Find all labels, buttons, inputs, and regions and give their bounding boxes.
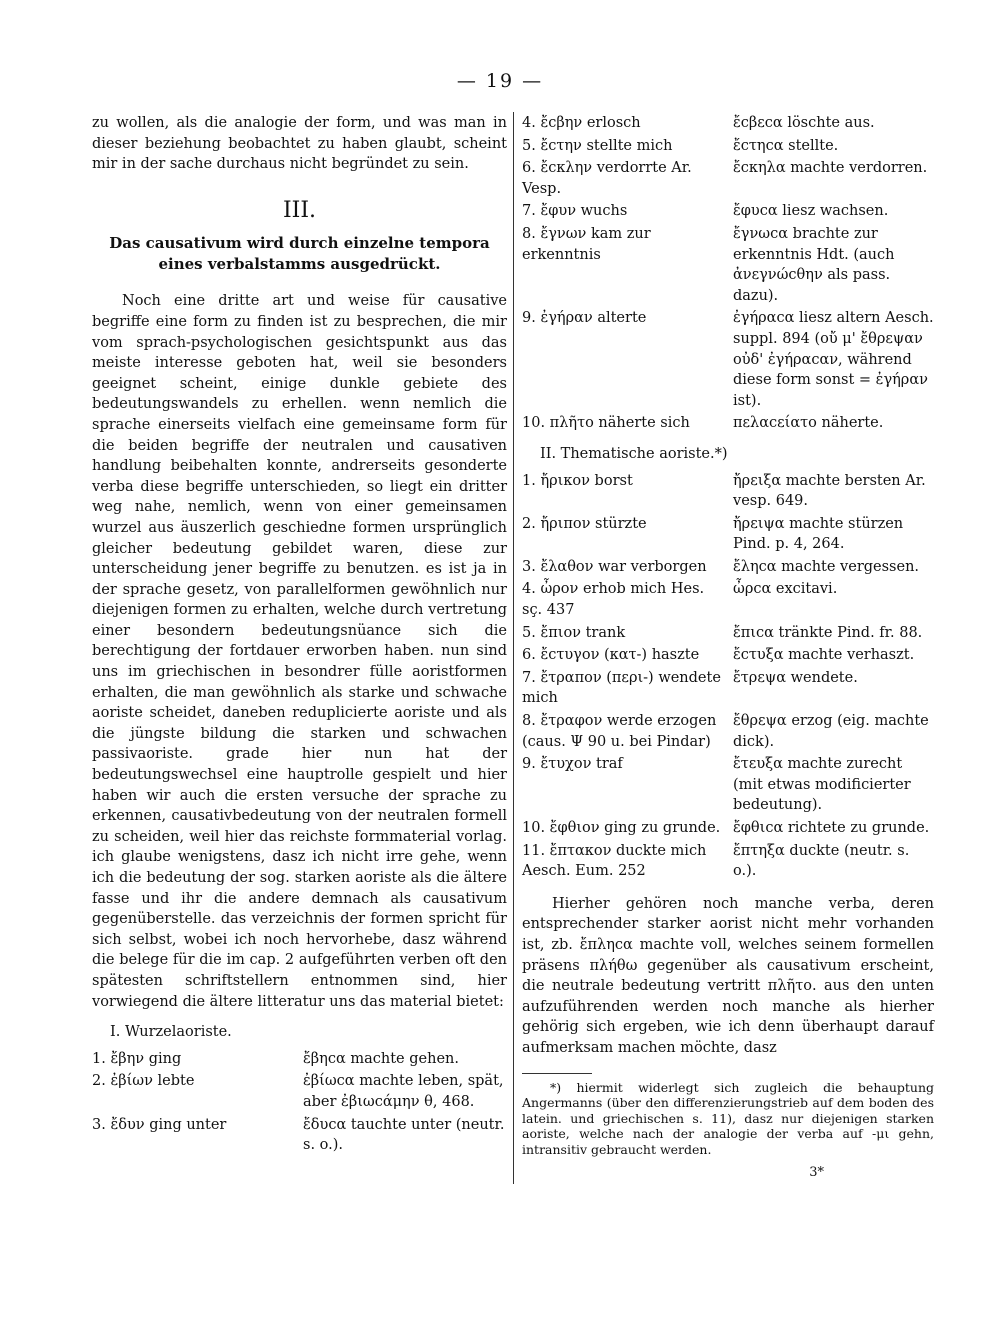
list-item — [92, 1049, 507, 1070]
section-numeral: III. — [282, 197, 317, 223]
neutral-form: 6. ἔcτυγον (κατ-) haszte — [522, 647, 700, 664]
neutral-form: 8. ἔτραφον werde erzogen (caus. Ψ 90 u. bei Pindar) — [522, 713, 717, 750]
list-item — [522, 623, 934, 644]
causative-form: ἔcτηcα stellte. — [733, 137, 839, 154]
footnote-rule — [522, 1073, 592, 1074]
neutral-form: 5. ἔπιον trank — [522, 624, 626, 641]
causative-form: ἔcκηλα machte verdorren. — [733, 160, 928, 177]
aorist-list-1 — [92, 1049, 507, 1156]
neutral-form: 1. ἤρικον borst — [522, 472, 633, 489]
list-item — [522, 136, 934, 157]
neutral-form: 4. ὦρον erhob mich Hes. sç. 437 — [522, 581, 705, 619]
causative-form: ἐγήραcα liesz altern Aesch. suppl. 894 (οὔ μ' ἔθρεψαν οὐδ' ἐγήραcαν, während diese form sonst = ἐγήραν ist). — [733, 310, 934, 409]
list-item — [92, 1115, 507, 1156]
list-heading-wurzelaoriste: I. Wurzelaoriste. — [110, 1024, 232, 1041]
neutral-form: 2. ἤριπον stürzte — [522, 515, 647, 532]
list-item — [522, 413, 934, 434]
list-item — [522, 711, 934, 752]
page-number-header: — 19 — — [456, 70, 544, 92]
list-item — [522, 224, 934, 306]
causative-form: πελαcείατο näherte. — [733, 415, 884, 432]
list-item — [522, 158, 934, 199]
closing-paragraph: Hierher gehören noch manche verba, deren entsprechender starker aorist nicht mehr vorhanden ist, zb. ἔπληcα machte voll, welches seinem formellen präsens πλήθω gegenüber als causativum erscheint, die neutrale bedeutung vertritt πλῆτο. aus den unten aufzuführenden werden noch manche als hierher gehörig sich ergeben, wie ich denn überhaupt darauf aufmerksam machen möchte, dasz — [522, 895, 934, 1056]
left-column — [92, 113, 507, 1158]
list-item — [522, 471, 934, 512]
footnote: *) hiermit widerlegt sich zugleich die behauptung Angermanns (über den differenzierungstrieb auf dem boden des latein. und griechischen s. 11), dasz nur diejenigen starken aoriste, welche nach der analogie der verba auf -μι gehn, intransitiv gebraucht werden. — [522, 1079, 934, 1157]
neutral-form: 10. ἔφθιον ging zu grunde. — [522, 820, 721, 836]
causative-form: ἔβηcα machte gehen. — [303, 1050, 459, 1067]
neutral-form: 7. ἔφυν wuchs — [522, 203, 628, 220]
neutral-form: 10. πλῆτο näherte sich — [522, 415, 690, 432]
neutral-form: 8. ἔγνων kam zur erkenntnis — [522, 225, 651, 263]
causative-form: ἐβίωcα machte leben, spät, aber ἐβιωcάμην θ, 468. — [303, 1073, 504, 1110]
causative-form: ἔπτηξα duckte (neutr. s. o.). — [733, 842, 910, 880]
causative-form: ἔπιcα tränkte Pind. fr. 88. — [733, 624, 923, 641]
causative-form: ἔcτυξα machte verhaszt. — [733, 647, 915, 664]
list-item — [522, 668, 934, 709]
list-item — [92, 1071, 507, 1112]
neutral-form: 3. ἔλαθον war verborgen — [522, 558, 707, 575]
causative-form: ἔθρεψα erzog (eig. machte dick). — [733, 713, 929, 750]
neutral-form: 7. ἔτραπον (περι-) wendete mich — [522, 669, 721, 707]
list-item — [522, 818, 934, 839]
causative-form: ἔδυcα tauchte unter (neutr. s. o.). — [303, 1116, 505, 1154]
neutral-form: 9. ἐγήραν alterte — [522, 310, 647, 327]
causative-form: ἔτευξα machte zurecht (mit etwas modificierter bedeutung). — [733, 756, 911, 814]
causative-form: ἔcβεcα löschte aus. — [733, 115, 875, 131]
neutral-form: 6. ἔcκλην verdorrte Ar. Vesp. — [522, 160, 692, 197]
column-divider — [513, 112, 514, 1184]
list-item — [522, 201, 934, 222]
causative-form: ἔφυcα liesz wachsen. — [733, 203, 889, 220]
causative-form: ἔτρεψα wendete. — [733, 669, 858, 686]
neutral-form: 9. ἔτυχον traf — [522, 756, 623, 773]
causative-form: ἔληcα machte vergessen. — [733, 558, 920, 575]
body-paragraph: Noch eine dritte art und weise für causative begriffe eine form zu finden ist zu besprechen, die mir vom sprach-psychologischen gesichtspunkt aus das meiste interesse geboten hat, weil sie besonders geeignet scheint, einige dunkle gebiete des bedeutungswandels zu erhellen. wenn nemlich die sprache einerseits vielfach eine gemeinsame form für die beiden begriffe der neutralen und causativen handlung beibehalten konnte, andrerseits gesonderte verba diese begriffe unterschieden, so liegt ein dritter weg nahe, nemlich, wenn von einer gemeinsamen wurzel aus äuszerlich geschiedne formen ursprünglich gleicher bedeutung gebildet waren, diese zur unterscheidung jener begriffe zu benutzen. es ist ja in der sprache gesetz, von parallelformen gewöhnlich nur diejenigen formen zu erhalten, welche durch vertretung einer besondern bedeutungsnüance sich die berechtigung der fortdauer erworben haben. nun sind uns im griechischen in besondrer fülle aoristformen erhalten, die man gewöhnlich als starke und schwache aoriste scheidet, daneben reduplicierte aoriste und als die jüngste bildung die starken und schwachen passivaoriste. grade hier nun hat der bedeutungswechsel eine hauptrolle gespielt und hier haben wir auch die ersten versuche der sprache zu erkennen, causativbedeutung von der neutralen formell zu scheiden, weil hier das reichste formmaterial vorlag. ich glaube wenigstens, dasz ich nicht irre gehe, wenn ich die bedeutung der sog. starken aoriste als die ältere fasse und ihr die andere demnach als causativum gegenüberstelle. das verzeichnis der formen spricht für sich selbst, wobei ich noch hervorhebe, dasz während die belege für die im cap. 2 aufgeführten verben oft den spätesten schriftstellern entnommen sind, hier vorwiegend die ältere litteratur uns das material bietet: — [92, 293, 507, 1010]
list-item — [522, 514, 934, 555]
list-heading-thematische: II. Thematische aoriste.*) — [540, 445, 728, 462]
causative-form: ἔγνωcα brachte zur erkenntnis Hdt. (auch ἀνεγνώcθην als pass. dazu). — [733, 225, 895, 304]
aorist-list-2 — [522, 471, 934, 882]
list-item — [522, 308, 934, 411]
neutral-form: 11. ἔπτακον duckte mich Aesch. Eum. 252 — [522, 842, 707, 880]
neutral-form: 3. ἔδυν ging unter — [92, 1116, 227, 1133]
signature-mark: 3* — [809, 1165, 824, 1181]
neutral-form: 2. ἐβίων lebte — [92, 1073, 195, 1090]
causative-form: ἤρειξα machte bersten Ar. vesp. 649. — [733, 472, 926, 510]
neutral-form: 4. ἔcβην erlosch — [522, 115, 641, 131]
causative-form: ἤρειψα machte stürzen Pind. p. 4, 264. — [733, 515, 904, 553]
list-item — [522, 754, 934, 816]
neutral-form: 1. ἔβην ging — [92, 1050, 182, 1067]
list-item — [522, 841, 934, 882]
list-item — [522, 645, 934, 666]
list-item — [522, 579, 934, 620]
section-title: Das causativum wird durch einzelne tempora eines verbalstamms ausgedrückt. — [109, 234, 490, 274]
aorist-list-1-continued — [522, 113, 934, 434]
intro-paragraph: zu wollen, als die analogie der form, und was man in dieser beziehung beobachtet zu haben glaubt, scheint mir in der sache durchaus nicht begründet zu sein. — [92, 115, 507, 173]
causative-form: ἔφθιcα richtete zu grunde. — [733, 820, 930, 836]
list-item — [522, 557, 934, 578]
causative-form: ὦρcα excitavi. — [733, 581, 838, 598]
list-item — [522, 113, 934, 134]
right-column — [522, 113, 934, 1184]
neutral-form: 5. ἔcτην stellte mich — [522, 137, 673, 154]
